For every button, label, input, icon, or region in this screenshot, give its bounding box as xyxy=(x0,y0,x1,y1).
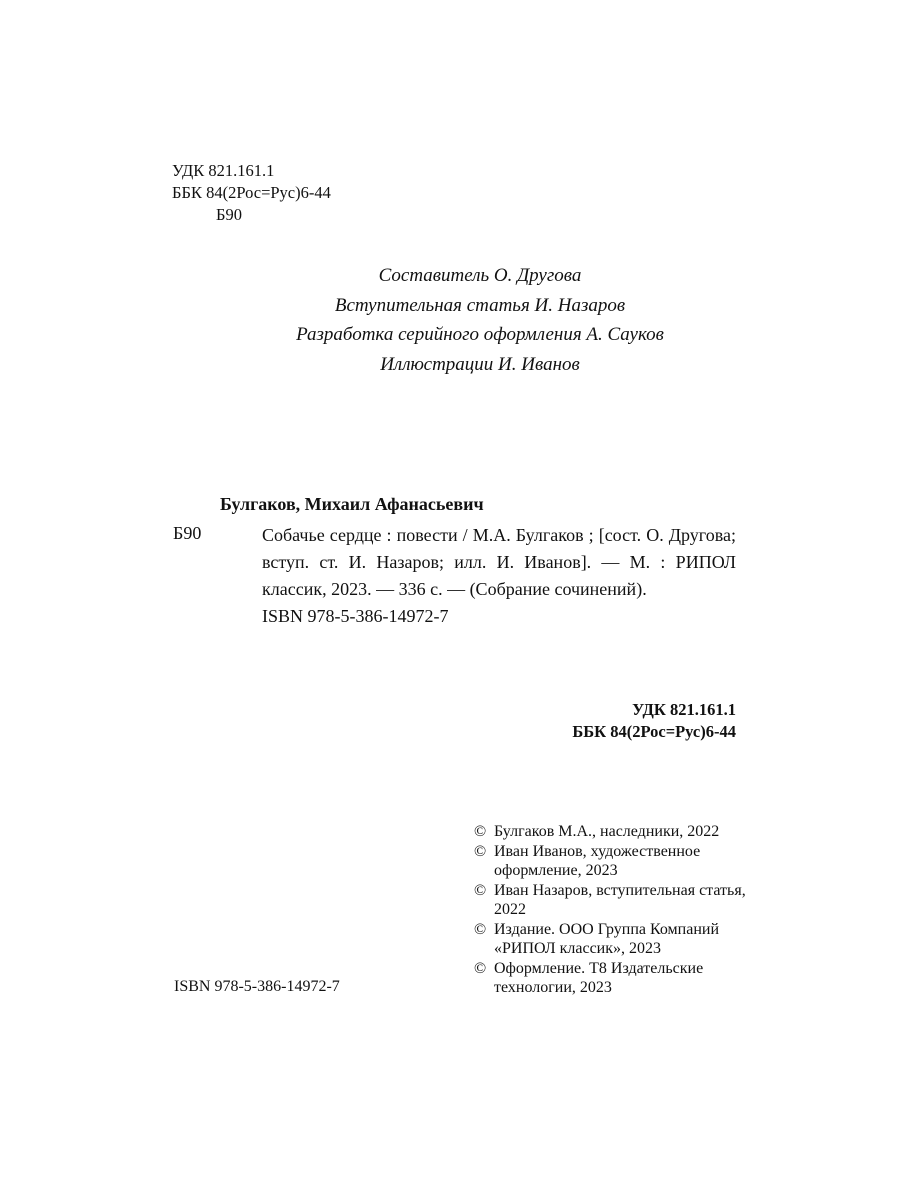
record-author-mark: Б90 xyxy=(173,523,202,543)
copyright-icon: © xyxy=(474,823,487,840)
copyright-icon: © xyxy=(474,959,487,977)
copyright-text: Издание. ООО Группа Компаний «РИПОЛ классик», 2023 xyxy=(494,920,720,957)
copyright-line xyxy=(474,920,754,959)
credits-block xyxy=(0,261,900,379)
credit-illustrations: Иллюстрации И. Иванов xyxy=(380,353,580,375)
udk-code: УДК 821.161.1 xyxy=(172,161,275,180)
copyright-icon: © xyxy=(474,881,487,899)
catalog-index-right xyxy=(520,699,736,743)
record-author: Булгаков, Михаил Афанасьевич xyxy=(220,494,484,514)
bbk-code-right: ББК 84(2Рос=Рус)6-44 xyxy=(572,722,736,741)
copyright-text: Булгаков М.А., наследники, 2022 xyxy=(494,823,720,840)
bbk-code: ББК 84(2Рос=Рус)6-44 xyxy=(172,183,331,202)
catalog-index-top xyxy=(172,160,331,226)
copyright-text: Иван Иванов, художественное оформление, 2023 xyxy=(494,842,701,879)
copyright-line xyxy=(474,881,754,920)
credit-introduction: Вступительная статья И. Назаров xyxy=(334,294,626,316)
copyright-text: Иван Назаров, вступительная статья, 2022 xyxy=(494,881,746,918)
record-description: Собачье сердце : повести / М.А. Булгаков ; [сост. О. Другова; вступ. ст. И. Назаров; илл. И. Иванов]. — М. : РИПОЛ классик, 2023. — 336 с. — (Собрание сочинений). xyxy=(262,525,736,599)
record-isbn: ISBN 978-5-386-14972-7 xyxy=(262,606,449,626)
copyright-list xyxy=(474,822,754,998)
credit-compiler: Составитель О. Другова xyxy=(378,265,582,286)
copyright-icon: © xyxy=(474,920,487,938)
isbn-bottom: ISBN 978-5-386-14972-7 xyxy=(174,978,340,995)
udk-code-right: УДК 821.161.1 xyxy=(632,700,736,719)
author-mark: Б90 xyxy=(216,205,242,224)
copyright-line xyxy=(474,959,754,998)
copyright-text: Оформление. Т8 Издательские технологии, 2023 xyxy=(494,959,704,996)
copyright-line xyxy=(474,842,754,881)
copyright-icon: © xyxy=(474,842,487,860)
credit-series-design: Разработка серийного оформления А. Сауков xyxy=(296,324,664,345)
copyright-line xyxy=(474,822,754,842)
